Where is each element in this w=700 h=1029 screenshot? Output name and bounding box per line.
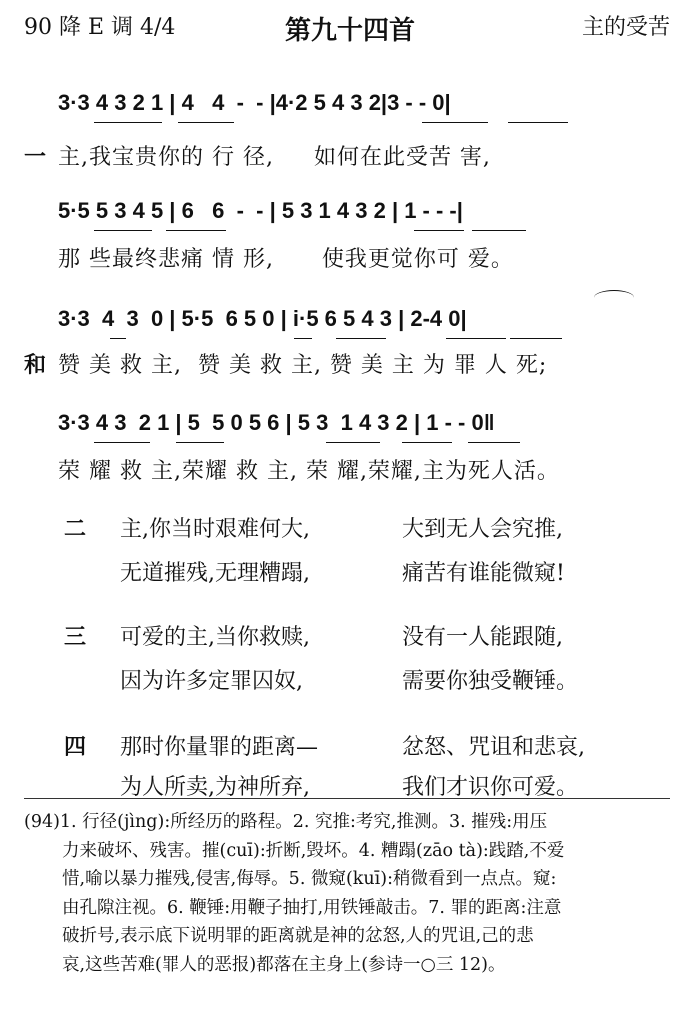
underline xyxy=(422,122,488,123)
underline xyxy=(294,338,312,339)
refrain-marker: 和 xyxy=(24,352,47,378)
verse-4-line-1a: 那时你量罪的距离— xyxy=(120,735,319,760)
underline xyxy=(94,230,152,231)
lyric-line-3: 赞 美 救 主, 赞 美 救 主, 赞 美 主 为 罪 人 死; xyxy=(58,353,548,378)
score-line-3 xyxy=(58,298,664,346)
hymn-subtitle: 主的受苦 xyxy=(581,15,670,40)
footnote-line: 惜,喻以暴力摧残,侵害,侮辱。5. 微窥(kuī):稍微看到一点点。窥: xyxy=(62,869,557,889)
footnote-line: 破折号,表示底下说明罪的距离就是神的忿怒,人的咒诅,己的悲 xyxy=(62,926,534,946)
verse-2-line-2b: 痛苦有谁能微窥! xyxy=(402,561,565,586)
verse-2-line-1b: 大到无人会究推, xyxy=(402,517,563,542)
underline xyxy=(414,230,464,231)
verse-number-3: 三 xyxy=(64,624,87,650)
underline xyxy=(110,338,126,339)
underline xyxy=(446,338,506,339)
verse-2-line-1a: 主,你当时艰难何大, xyxy=(120,517,310,542)
verse-3-line-1a: 可爱的主,当你救赎, xyxy=(120,625,310,650)
tie-arc xyxy=(594,290,634,305)
notation-line-1: 3·3 4 3 2 1 | 4 4 - - |4·2 5 4 3 2|3 - - 0| xyxy=(58,90,451,115)
verse-4-line-2b: 我们才识你可爱。 xyxy=(402,775,579,800)
verse-number-4: 四 xyxy=(64,734,87,760)
underline xyxy=(336,338,386,339)
verse-2-line-2a: 无道摧残,无理糟蹋, xyxy=(120,561,310,586)
underline xyxy=(402,442,452,443)
footnote-line: 哀,这些苦难(罪人的恶报)都落在主身上(参诗一○三 12)。 xyxy=(62,954,506,975)
score-line-4 xyxy=(58,402,664,450)
verse-number-2: 二 xyxy=(64,516,87,542)
verse-4-line-2a: 为人所卖,为神所弃, xyxy=(120,775,310,800)
lyric-line-4: 荣 耀 救 主,荣耀 救 主, 荣 耀,荣耀,主为死人活。 xyxy=(58,459,560,484)
verse-number-1: 一 xyxy=(24,144,47,170)
underline xyxy=(94,122,162,123)
footnote-line: (94)1. 行径(jìng):所经历的路程。2. 究推:考究,推测。3. 摧残:用压 xyxy=(24,812,548,832)
page-title: 第九十四首 xyxy=(284,16,415,46)
verse-3-line-2a: 因为许多定罪囚奴, xyxy=(120,669,303,694)
score-line-1 xyxy=(58,82,664,130)
underline xyxy=(176,442,224,443)
underline xyxy=(508,122,568,123)
notation-line-4: 3·3 4 3 2 1 | 5 5 0 5 6 | 5 3 1 4 3 2 | 1 - - 0‖ xyxy=(58,410,495,435)
footnotes xyxy=(24,808,664,979)
underline xyxy=(166,230,226,231)
underline xyxy=(94,442,150,443)
underline xyxy=(178,122,234,123)
notation-line-2: 5·5 5 3 4 5 | 6 6 - - | 5 3 1 4 3 2 | 1 - - -| xyxy=(58,198,463,223)
lyric-line-2: 那 些最终悲痛 情 形, 使我更觉你可 爱。 xyxy=(58,247,514,272)
verse-4-line-1b: 忿怒、咒诅和悲哀, xyxy=(402,735,585,760)
underline xyxy=(510,338,562,339)
underline xyxy=(468,442,520,443)
underline xyxy=(326,442,380,443)
footnote-line: 力来破坏、残害。摧(cuī):折断,毁坏。4. 糟蹋(zāo tà):践踏,不爱 xyxy=(62,840,565,861)
footnote-divider xyxy=(24,798,670,799)
score-line-2 xyxy=(58,190,664,238)
footnote-line: 由孔隙注视。6. 鞭锤:用鞭子抽打,用铁锤敲击。7. 罪的距离:注意 xyxy=(62,897,562,918)
underline xyxy=(472,230,526,231)
verse-3-line-2b: 需要你独受鞭锤。 xyxy=(402,669,579,694)
hymn-key-time: 90 降 E 调 4/4 xyxy=(24,15,176,40)
lyric-line-1: 主,我宝贵你的 行 径, 如何在此受苦 害, xyxy=(58,145,491,170)
verse-3-line-1b: 没有一人能跟随, xyxy=(402,625,563,650)
notation-line-3: 3·3 4 3 0 | 5·5 6 5 0 | i·5 6 5 4 3 | 2-4 0| xyxy=(58,306,467,331)
